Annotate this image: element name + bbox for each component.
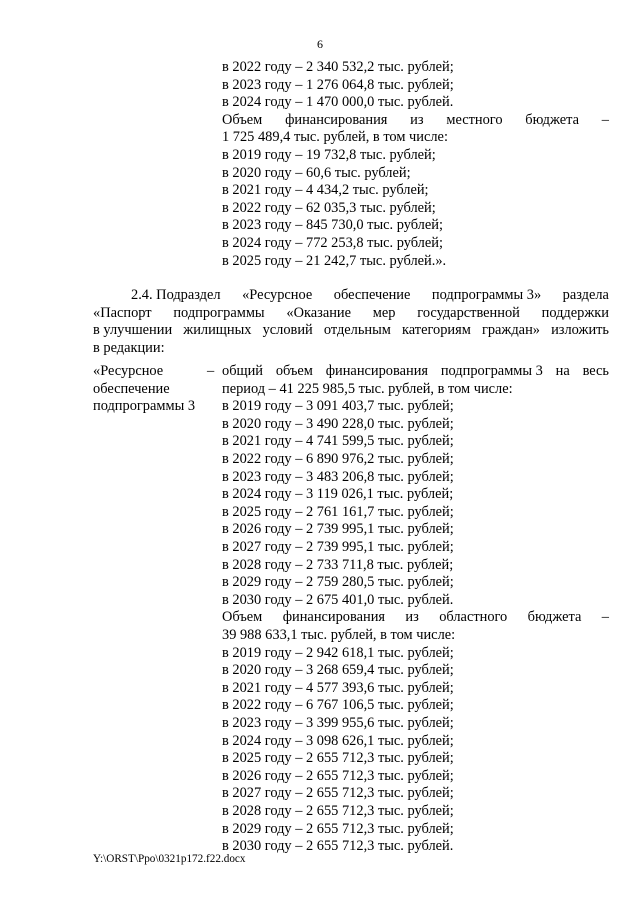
word: условий <box>262 322 313 339</box>
word: подпрограммы 3 <box>440 363 543 379</box>
year-line: в 2023 году – 3 483 206,8 тыс. рублей; <box>222 468 454 485</box>
year-line: в 2020 году – 60,6 тыс. рублей; <box>222 164 411 181</box>
year-line: в 2021 году – 4 741 599,5 тыс. рублей; <box>222 433 454 450</box>
year-line: в 2027 году – 2 739 995,1 тыс. рублей; <box>222 539 454 555</box>
word: местного <box>446 111 503 128</box>
word: бюджета <box>527 609 582 626</box>
local-budget-total: 1 725 489,4 тыс. рублей, в том числе: <box>222 129 448 146</box>
year-line: в 2030 году – 2 655 712,3 тыс. рублей. <box>222 838 454 855</box>
year-line: в 2025 году – 21 242,7 тыс. рублей.». <box>222 252 447 269</box>
word: «Паспорт <box>93 304 152 321</box>
year-line: в 2025 году – 2 655 712,3 тыс. рублей; <box>222 750 454 767</box>
year-line: в 2023 году – 3 399 955,6 тыс. рублей; <box>222 715 454 731</box>
word: Объем <box>222 609 263 626</box>
word: категориям <box>402 322 471 339</box>
regional-budget-total: 39 988 633,1 тыс. рублей, в том числе: <box>222 627 456 643</box>
word: подпрограммы 3» <box>431 287 542 303</box>
paragraph-line <box>93 305 609 323</box>
word: обеспечение <box>333 287 411 303</box>
word: финансирования <box>325 363 429 379</box>
year-line: в 2024 году – 3 098 626,1 тыс. рублей; <box>222 732 454 749</box>
year-line: в 2024 году – 3 119 026,1 тыс. рублей; <box>222 486 454 503</box>
word: государственной <box>417 304 520 321</box>
year-line: в 2020 году – 3 268 659,4 тыс. рублей; <box>222 662 454 679</box>
word: на <box>555 363 570 379</box>
word: объем <box>275 363 313 379</box>
word: жилищных <box>183 322 252 339</box>
year-line: в 2020 году – 3 490 228,0 тыс. рублей; <box>222 415 454 432</box>
year-line: в 2023 году – 1 276 064,8 тыс. рублей; <box>222 76 454 93</box>
paragraph-line <box>93 322 609 340</box>
table-label-line: подпрограммы 3 <box>93 398 196 415</box>
table-dash: – <box>207 363 215 379</box>
table-label-line: обеспечение <box>93 380 170 397</box>
word: «Оказание <box>286 304 352 321</box>
year-line: в 2022 году – 6 890 976,2 тыс. рублей; <box>222 451 454 467</box>
paragraph-line: в редакции: <box>93 339 165 356</box>
file-path-footer: Y:\ORST\Ppo\0321p172.f22.docx <box>93 853 246 865</box>
year-line: в 2026 году – 2 739 995,1 тыс. рублей; <box>222 521 454 538</box>
word: подпрограммы <box>173 304 265 321</box>
word: финансирования <box>285 111 388 128</box>
word: отдельным <box>323 322 391 339</box>
year-line: в 2022 году – 62 035,3 тыс. рублей; <box>222 199 436 216</box>
year-line: в 2023 году – 845 730,0 тыс. рублей; <box>222 217 443 234</box>
word: изложить <box>551 322 609 339</box>
word: в улучшении <box>93 322 173 339</box>
word: из <box>410 111 424 128</box>
year-line: в 2024 году – 1 470 000,0 тыс. рублей. <box>222 94 454 111</box>
year-line: в 2026 году – 2 655 712,3 тыс. рублей; <box>222 767 454 784</box>
year-line: в 2024 году – 772 253,8 тыс. рублей; <box>222 235 443 251</box>
year-line: в 2025 году – 2 761 161,7 тыс. рублей; <box>222 503 454 520</box>
word: – <box>601 111 609 128</box>
year-line: в 2019 году – 2 942 618,1 тыс. рублей; <box>222 644 454 661</box>
year-line: в 2022 году – 2 340 532,2 тыс. рублей; <box>222 59 454 75</box>
word: «Ресурсное <box>242 287 313 303</box>
word: граждан» <box>481 322 540 339</box>
table-label-line: «Ресурсное <box>93 363 164 379</box>
word: Объем <box>222 111 263 128</box>
regional-budget-heading <box>222 609 609 627</box>
page-number: 6 <box>317 37 323 51</box>
total-funding-period: период – 41 225 985,5 тыс. рублей, в том числе: <box>222 380 513 397</box>
word: – <box>601 609 609 626</box>
year-line: в 2022 году – 6 767 106,5 тыс. рублей; <box>222 697 454 714</box>
total-funding-line <box>222 363 609 381</box>
word: весь <box>582 363 609 379</box>
paragraph-line <box>131 287 609 305</box>
year-line: в 2027 году – 2 655 712,3 тыс. рублей; <box>222 785 454 802</box>
year-line: в 2029 году – 2 759 280,5 тыс. рублей; <box>222 574 454 591</box>
local-budget-heading <box>222 112 609 130</box>
word: раздела <box>562 287 609 303</box>
year-line: в 2028 году – 2 655 712,3 тыс. рублей; <box>222 803 454 819</box>
word: из <box>405 609 419 626</box>
word: финансирования <box>282 609 386 626</box>
year-line: в 2021 году – 4 434,2 тыс. рублей; <box>222 182 429 199</box>
word: мер <box>372 304 396 321</box>
year-line: в 2019 году – 19 732,8 тыс. рублей; <box>222 147 436 163</box>
year-line: в 2019 году – 3 091 403,7 тыс. рублей; <box>222 398 454 415</box>
word: общий <box>222 363 264 379</box>
year-line: в 2029 году – 2 655 712,3 тыс. рублей; <box>222 820 454 837</box>
year-line: в 2030 году – 2 675 401,0 тыс. рублей. <box>222 591 454 608</box>
year-line: в 2021 году – 4 577 393,6 тыс. рублей; <box>222 679 454 696</box>
word: поддержки <box>541 304 609 321</box>
word: бюджета <box>525 111 579 128</box>
word: областного <box>439 609 508 626</box>
word: 2.4. Подраздел <box>131 287 221 303</box>
year-line: в 2028 году – 2 733 711,8 тыс. рублей; <box>222 556 454 573</box>
